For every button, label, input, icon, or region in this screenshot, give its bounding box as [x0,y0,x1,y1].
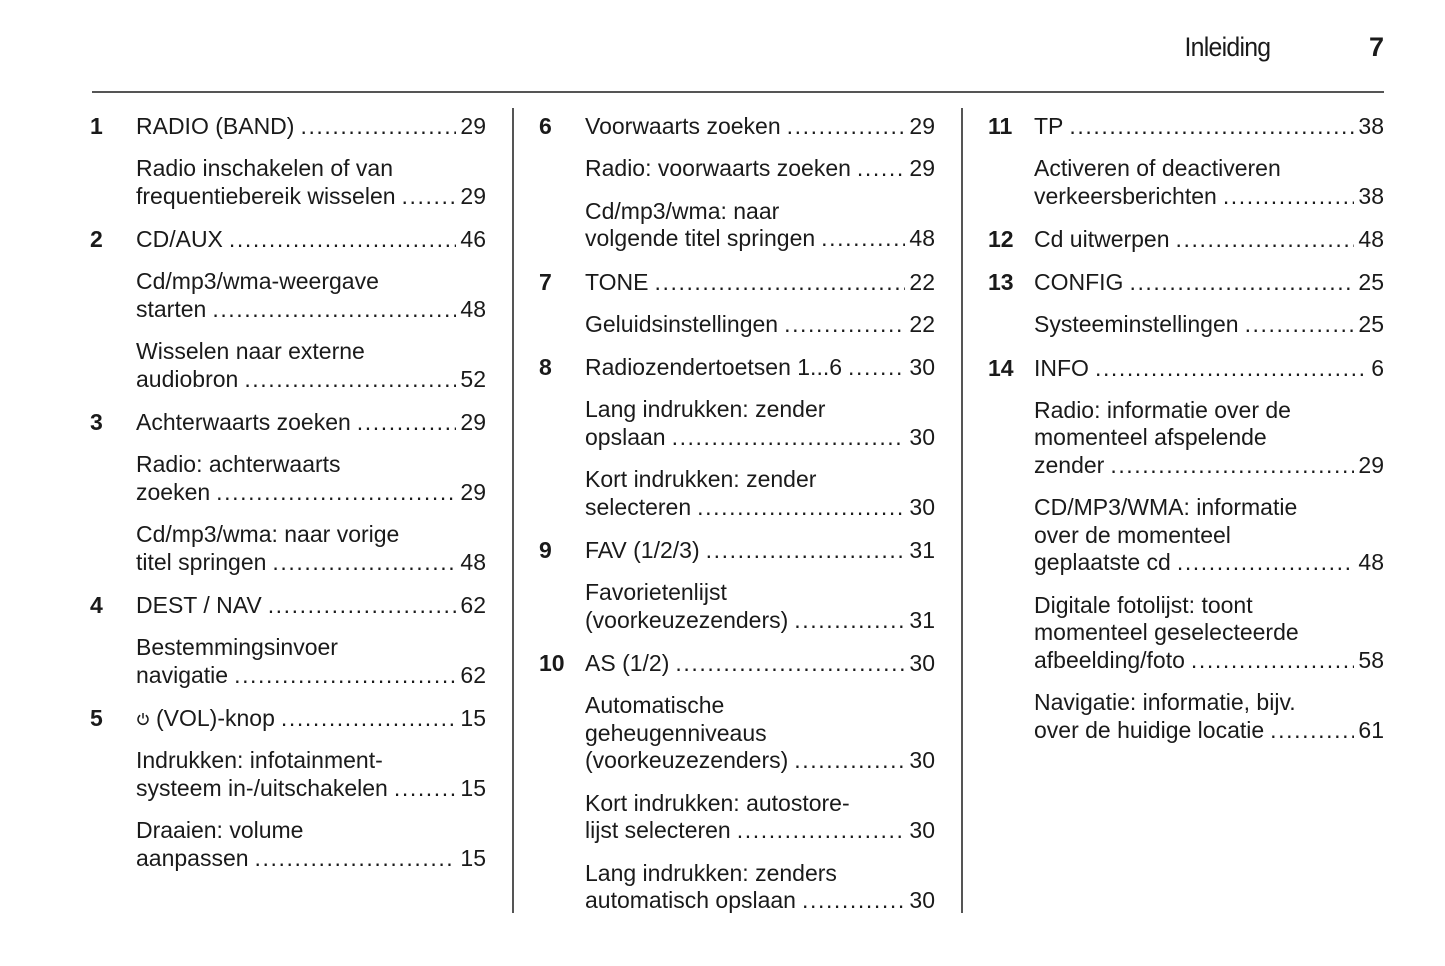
index-entry-heading[interactable] [539,649,935,677]
dot-leader [857,155,905,183]
dot-leader [216,479,456,507]
index-subentry[interactable] [539,790,935,845]
dot-leader [272,549,456,577]
control-number: 8 [539,354,552,380]
dot-leader [281,704,457,732]
index-entry [90,408,486,576]
entry-title-text [136,408,351,436]
spacer [539,564,935,579]
index-entry-heading[interactable] [539,112,935,140]
control-number: 10 [539,650,565,676]
subentry-text: (voorkeuzezenders) [585,606,789,633]
spacer [90,140,486,155]
page-reference[interactable]: 62 [460,592,486,618]
index-entry-heading[interactable] [988,354,1384,382]
spacer [90,210,486,225]
index-subentry[interactable] [539,466,935,521]
index-subentry[interactable] [988,689,1384,744]
index-subentry[interactable] [90,747,486,802]
subentry-line: Lang indrukken: zenders [585,859,837,886]
spacer [988,577,1384,592]
index-subentry[interactable] [90,521,486,576]
dot-leader [1069,112,1354,140]
page-reference[interactable]: 30 [909,817,935,843]
subentry-text: titel springen [136,548,267,575]
dot-leader [1223,183,1355,211]
spacer [90,436,486,451]
entry-title: TONE [585,268,649,295]
page-reference[interactable]: 58 [1358,646,1384,673]
subentry-line: Digitale fotolijst: toont [1034,591,1253,618]
entry-title-text [136,112,294,140]
subentry-line: Cd/mp3/wma: naar [585,197,780,224]
power-icon [136,704,150,718]
entry-title-wrap [136,704,486,732]
spacer [90,689,486,704]
spacer [539,634,935,649]
control-number: 2 [90,226,103,252]
subentry-text: starten [136,295,207,322]
subentry-line: Bestemmingsinvoer [136,634,338,660]
index-subentry[interactable] [539,579,935,634]
subentry-line: Activeren of deactiveren [1034,155,1281,181]
control-number: 3 [90,409,103,435]
page-header [92,28,1384,68]
subentry-line: Radio inschakelen of van [136,155,393,181]
page-reference[interactable]: 61 [1358,716,1384,743]
index-entry [90,225,486,393]
index-entry-heading[interactable] [90,408,486,436]
index-subentry[interactable] [539,860,935,915]
dot-leader [848,353,905,381]
index-entry [539,649,935,915]
dot-leader [1245,311,1355,339]
subentry-text: automatisch opslaan [585,887,796,913]
index-subentry[interactable] [988,494,1384,577]
entry-title: AS (1/2) [585,650,670,676]
index-entry [539,112,935,253]
index-column-3 [988,112,1384,744]
page-reference[interactable]: 46 [460,226,486,252]
control-number: 7 [539,268,552,295]
index-subentry[interactable] [90,634,486,689]
entry-title: Achterwaarts zoeken [136,409,351,435]
dot-leader [706,536,906,564]
entry-title-text [585,353,842,381]
spacer [539,521,935,536]
spacer [539,451,935,466]
subentry-text: (voorkeuzezenders) [585,747,789,773]
spacer [90,253,486,268]
spacer [539,338,935,353]
index-subentry[interactable] [988,397,1384,480]
dot-leader [229,225,457,253]
page-reference[interactable]: 30 [909,354,935,380]
dot-leader [697,494,905,522]
dot-leader [1191,647,1355,675]
page-reference[interactable]: 62 [460,661,486,688]
dot-leader [300,112,456,140]
header-rule [92,91,1384,93]
subentry-line: Cd/mp3/wma: naar vorige [136,521,400,547]
dot-leader [1129,268,1354,296]
dot-leader [212,296,456,324]
index-entry-heading[interactable] [988,225,1384,253]
index-entry [988,268,1384,339]
page-reference[interactable]: 15 [460,705,486,731]
subentry-last-line [1034,452,1384,480]
subentry-line: Navigatie: informatie, bijv. [1034,689,1296,715]
subentry-line: Draaien: volume [136,817,304,843]
index-subentry[interactable] [539,198,935,253]
spacer [988,479,1384,494]
index-entry-heading[interactable] [539,536,935,564]
subentry-text: audiobron [136,365,239,392]
entry-title-text [1034,225,1170,253]
entry-title-wrap [136,112,486,140]
page-reference[interactable]: 48 [1358,549,1384,575]
entry-title: FAV (1/2/3) [585,537,700,563]
subentry-text: over de huidige locatie [1034,716,1265,743]
subentry-last-line [585,225,935,253]
entry-title-text [1034,354,1089,382]
subentry-last-line [1034,311,1384,339]
entry-title-text [585,536,700,564]
dot-leader [794,607,905,635]
subentry-last-line [585,424,935,452]
subentry-text: selecteren [585,493,692,520]
dot-leader [1095,354,1367,382]
entry-title-wrap [585,268,935,296]
page-number: 7 [1368,32,1384,62]
subentry-last-line [1034,549,1384,577]
control-number: 13 [988,269,1014,295]
spacer [90,393,486,408]
dot-leader [268,591,457,619]
control-number: 6 [539,113,552,139]
entry-title-wrap [136,225,486,253]
subentry-last-line [136,549,486,577]
subentry-last-line [585,747,935,775]
dot-leader [675,649,905,677]
page-reference[interactable]: 48 [1358,226,1384,252]
spacer [90,576,486,591]
control-number: 12 [988,226,1014,252]
subentry-line: Radio: informatie over de [1034,396,1291,423]
entry-title-wrap [1034,268,1384,296]
dot-leader [1177,549,1355,577]
subentry-line: momenteel geselecteerde [1034,619,1299,645]
subentry-last-line [585,311,935,339]
entry-title: INFO [1034,354,1089,381]
entry-title-text [136,591,262,619]
subentry-text: zoeken [136,478,211,505]
dot-leader [821,225,905,253]
dot-leader [672,424,906,452]
entry-title: Radiozendertoetsen 1...6 [585,354,843,380]
page-reference[interactable]: 38 [1358,182,1384,209]
column-divider [512,108,514,913]
spacer [988,674,1384,689]
subentry-text: zender [1034,451,1105,478]
subentry-line: Kort indrukken: zender [585,466,817,492]
subentry-line: Lang indrukken: zender [585,396,826,422]
dot-leader [794,747,905,775]
dot-leader [244,366,456,394]
subentry-line: momenteel afspelende [1034,424,1267,450]
page-reference[interactable]: 30 [909,650,935,676]
page-reference[interactable]: 30 [909,493,935,520]
index-subentry[interactable] [988,311,1384,339]
index-subentry[interactable] [539,692,935,775]
dot-leader [654,268,905,296]
spacer [90,732,486,747]
entry-title-text [585,649,669,677]
column-divider [961,108,963,913]
index-entry [539,353,935,521]
spacer [90,619,486,634]
subentry-text: afbeelding/foto [1034,646,1185,673]
entry-title-wrap [585,649,935,677]
entry-title-wrap [136,408,486,436]
subentry-text: navigatie [136,661,229,688]
dot-leader [1110,452,1354,480]
index-entry [988,354,1384,745]
dot-leader [1270,717,1354,745]
entry-title-wrap [1034,112,1384,140]
page-reference[interactable]: 29 [460,478,486,505]
subentry-text: Systeeminstellingen [1034,311,1239,337]
index-subentry[interactable] [90,817,486,872]
subentry-line: Wisselen naar externe [136,338,365,364]
subentry-line: Indrukken: infotainment- [136,747,383,773]
spacer [539,845,935,860]
dot-leader [784,311,905,339]
index-entry [90,591,486,689]
page-reference[interactable]: 48 [460,295,486,322]
dot-leader [737,817,906,845]
spacer [539,253,935,268]
entry-title-text [136,225,223,253]
page-reference[interactable]: 30 [909,887,935,913]
entry-title-wrap [585,353,935,381]
page-reference[interactable]: 6 [1371,354,1384,381]
index-column-1 [90,112,486,872]
index-entry [90,112,486,210]
subentry-text: aanpassen [136,844,249,871]
entry-title: CONFIG [1034,269,1124,295]
index-column-2 [539,112,935,915]
entry-title: CD/AUX [136,226,223,252]
spacer [539,296,935,311]
page-reference[interactable]: 30 [909,747,935,773]
index-subentry[interactable] [90,451,486,506]
index-entry [988,112,1384,210]
page-reference[interactable]: 38 [1358,113,1384,139]
spacer [539,381,935,396]
subentry-text: systeem in-/uitschakelen [136,774,388,801]
subentry-line: over de momenteel [1034,521,1231,548]
page-reference[interactable]: 29 [1358,451,1384,478]
subentry-line: geheugenniveaus [585,719,767,746]
page-reference[interactable]: 22 [909,310,935,337]
subentry-last-line [585,155,935,183]
subentry-last-line [136,479,486,507]
page-reference[interactable]: 29 [460,182,486,209]
subentry-line: Kort indrukken: autostore- [585,789,850,816]
dot-leader [234,662,456,690]
index-entry-heading[interactable] [539,353,935,381]
control-number: 9 [539,537,552,563]
page-reference[interactable]: 31 [909,606,935,633]
spacer [988,296,1384,311]
index-entry-heading[interactable] [988,112,1384,140]
dot-leader [402,183,457,211]
subentry-line: Radio: achterwaarts [136,451,341,477]
entry-title-wrap [585,112,935,140]
page-reference[interactable]: 15 [460,844,486,871]
spacer [539,183,935,198]
entry-title-wrap [1034,354,1384,382]
entry-title: DEST / NAV [136,592,262,618]
spacer [988,140,1384,155]
subentry-last-line [136,845,486,873]
entry-title: TP [1034,113,1064,139]
subentry-last-line [585,887,935,915]
page-reference[interactable]: 30 [909,423,935,450]
subentry-last-line [136,366,486,394]
subentry-last-line [136,296,486,324]
subentry-last-line [136,183,486,211]
spacer [90,802,486,817]
entry-title-text [1034,112,1063,140]
index-subentry[interactable] [539,155,935,183]
subentry-last-line [585,607,935,635]
page-reference[interactable]: 29 [909,113,935,139]
subentry-text: Geluidsinstellingen [585,310,779,337]
entry-title-text [1034,268,1123,296]
index-subentry[interactable] [90,155,486,210]
subentry-last-line [585,494,935,522]
spacer [539,775,935,790]
spacer [988,382,1384,397]
index-subentry[interactable] [988,155,1384,210]
control-number: 14 [988,354,1014,381]
control-number: 11 [988,113,1013,139]
index-entry-heading[interactable] [90,225,486,253]
page-reference[interactable]: 29 [460,409,486,435]
control-number: 4 [90,592,103,618]
page-reference[interactable]: 48 [460,548,486,575]
entry-title-text [585,268,648,296]
subentry-last-line [136,662,486,690]
index-subentry[interactable] [539,396,935,451]
page-reference[interactable]: 29 [460,113,486,139]
subentry-text: geplaatste cd [1034,549,1171,575]
subentry-line: Cd/mp3/wma-weergave [136,268,379,294]
subentry-text: verkeersberichten [1034,182,1217,209]
control-number: 5 [90,705,103,731]
spacer [988,253,1384,268]
dot-leader [255,845,457,873]
subentry-last-line [136,775,486,803]
entry-title-text [585,112,781,140]
subentry-text: volgende titel springen [585,225,816,251]
spacer [539,140,935,155]
subentry-text: lijst selecteren [585,817,731,843]
entry-title: (VOL)-knop [156,705,275,731]
subentry-last-line [585,817,935,845]
index-entry-heading[interactable] [539,268,935,296]
entry-title: RADIO (BAND) [136,113,295,139]
index-entry-heading[interactable] [988,268,1384,296]
subentry-text: opslaan [585,423,666,450]
spacer [90,506,486,521]
dot-leader [802,887,905,915]
dot-leader [1176,225,1355,253]
index-entry [539,536,935,634]
page-reference[interactable]: 52 [460,365,486,392]
index-subentry[interactable] [90,268,486,323]
section-title: Inleiding [1184,32,1270,62]
page-reference[interactable]: 22 [909,268,935,295]
entry-title: Cd uitwerpen [1034,226,1170,252]
page-reference[interactable]: 31 [909,537,935,563]
subentry-text: Radio: voorwaarts zoeken [585,155,851,181]
entry-title-wrap [1034,225,1384,253]
index-entry-heading[interactable] [90,591,486,619]
subentry-line: CD/MP3/WMA: informatie [1034,494,1298,520]
index-subentry[interactable] [539,311,935,339]
index-entry-heading[interactable] [90,704,486,732]
subentry-last-line [1034,647,1384,675]
dot-leader [357,408,457,436]
page-reference[interactable]: 15 [460,774,486,801]
page-reference[interactable]: 25 [1358,269,1384,295]
entry-title-text [156,704,275,732]
subentry-last-line [1034,183,1384,211]
dot-leader [787,112,906,140]
control-number: 1 [90,113,103,139]
index-entry [539,268,935,339]
entry-title-wrap [136,591,486,619]
spacer [988,339,1384,354]
page-reference[interactable]: 25 [1358,311,1384,337]
subentry-text: frequentiebereik wisselen [136,182,396,209]
spacer [90,323,486,338]
index-entry-heading[interactable] [90,112,486,140]
spacer [988,210,1384,225]
entry-title-wrap [585,536,935,564]
subentry-line: Automatische [585,692,725,718]
page-reference[interactable]: 29 [909,155,935,181]
entry-title: Voorwaarts zoeken [585,113,781,139]
subentry-last-line [1034,717,1384,745]
spacer [539,677,935,692]
page-reference[interactable]: 48 [909,225,935,251]
index-subentry[interactable] [988,592,1384,675]
index-entry [90,704,486,872]
index-entry [988,225,1384,253]
index-subentry[interactable] [90,338,486,393]
subentry-line: Favorietenlijst [585,579,727,605]
dot-leader [394,775,457,803]
